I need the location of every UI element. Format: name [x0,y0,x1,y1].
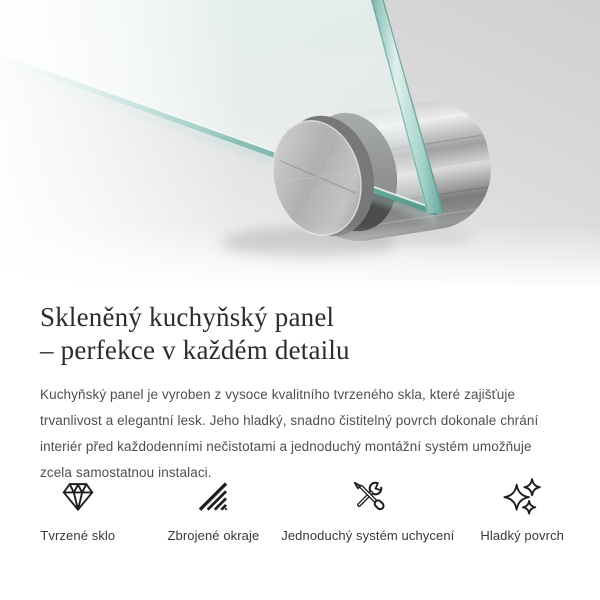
page-title-line2: – perfekce v každém detailu [40,335,350,365]
feature-row [10,477,590,543]
feature-label: Hladký povrch [480,528,565,543]
feature-tempered-glass [10,477,146,543]
feature-label: Tvrzené sklo [40,528,116,543]
tools-icon [349,477,387,515]
description-section [0,290,600,486]
page-title [40,301,560,367]
feature-smooth-surface [454,477,590,543]
feature-mounting-system [281,477,454,543]
product-photo [0,0,600,290]
hatched-edge-icon [194,477,232,515]
product-paragraph: Kuchyňský panel je vyroben z vysoce kvalitního tvrzeného skla, které zajišťuje trvanlivost a elegantní lesk. Jeho hladký, snadno čistitelný povrch dokonale chrání interiér před každodenními nečistotami a jednoduchý montážní systém umožňuje zcela samostatnou instalaci. [40,387,539,480]
feature-label: Zbrojené okraje [167,528,260,543]
sparkles-icon [503,477,541,515]
diamond-icon [59,477,97,515]
page-title-line1: Skleněný kuchyňský panel [40,302,335,332]
feature-label: Jednoduchý systém uchycení [281,528,455,543]
feature-reinforced-edges [146,477,282,543]
